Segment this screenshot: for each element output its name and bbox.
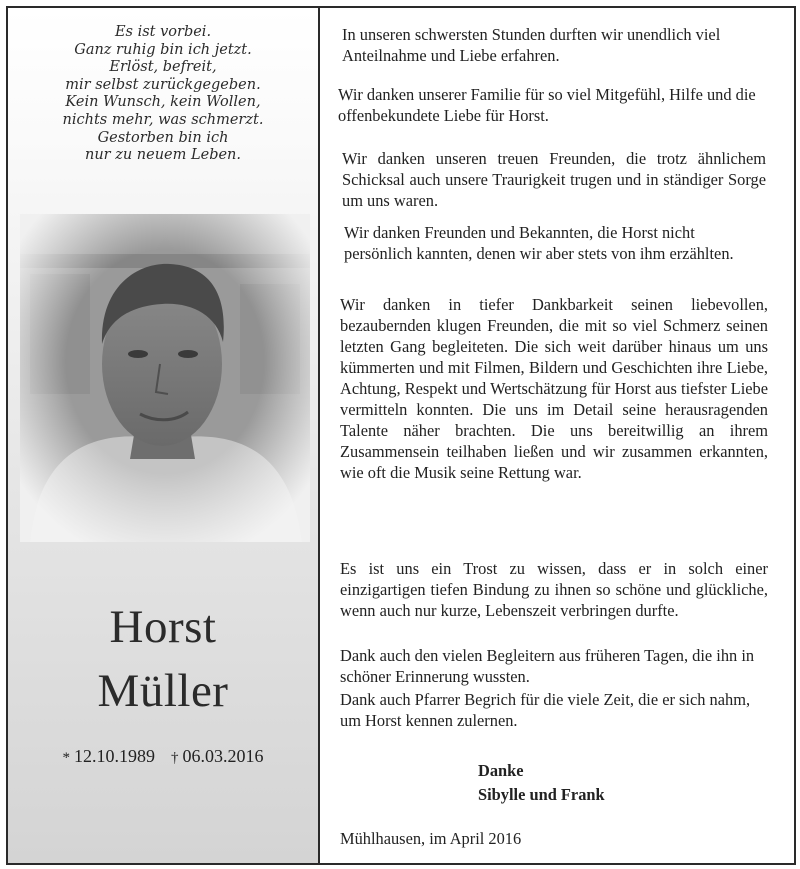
death-cross-symbol: † <box>171 750 179 766</box>
birth-date: 12.10.1989 <box>74 746 155 766</box>
poem-line: nichts mehr, was schmerzt. <box>62 111 264 128</box>
poem-line: mir selbst zurückgegeben. <box>65 76 261 93</box>
deceased-last-name: Müller <box>97 665 229 717</box>
column-divider <box>318 8 320 863</box>
death-date: 06.03.2016 <box>182 746 264 766</box>
life-dates <box>8 746 318 767</box>
deceased-first-name: Horst <box>109 601 217 653</box>
birth-symbol: * <box>62 750 70 766</box>
obituary-card <box>6 6 796 865</box>
poem-line: Kein Wunsch, kein Wollen, <box>65 94 261 111</box>
signature-names: Sibylle und Frank <box>478 785 605 804</box>
signature-thanks: Danke <box>478 761 524 780</box>
memorial-panel <box>8 8 318 863</box>
memorial-poem <box>8 24 318 165</box>
poem-line: Erlöst, befreit, <box>109 59 217 76</box>
paragraph-companions: Dank auch den vielen Begleitern aus früheren Tagen, die ihn in schöner Erinnerung wussten. <box>340 646 755 686</box>
paragraph-gratitude: Wir danken in tiefer Dankbarkeit seinen liebevollen, bezaubernden klugen Freunden, die mit so viel Schmerz seinen letzten Gang begleiteten. Die sich weit darüber hinaus um uns kümmerten und mit Filmen, Bildern und Geschichten ihre Liebe, Achtung, Respekt und Wertschätzung für Horst aus tiefster Liebe vermitteln konnten. Die uns im Detail seine herausragenden Talente näher brachten. Die uns bereitwillig an ihrem Zusammensein teilhaben ließen und wir zusammen erkannten, wie oft die Musik seine Rettung war. <box>340 295 768 482</box>
paragraph-pastor: Dank auch Pfarrer Begrich für die viele Zeit, die er sich nahm, um Horst kennen zulernen. <box>340 690 751 730</box>
poem-line: nur zu neuem Leben. <box>84 147 242 164</box>
poem-line: Ganz ruhig bin ich jetzt. <box>74 41 252 58</box>
paragraph-friends: Wir danken unseren treuen Freunden, die trotz ähnlichem Schicksal auch unsere Traurigkeit trugen und in ständiger Sorge um uns waren. <box>342 149 766 210</box>
paragraph-intro: In unseren schwersten Stunden durften wir unendlich viel Anteilnahme und Liebe erfahren. <box>342 25 721 65</box>
paragraph-comfort: Es ist uns ein Trost zu wissen, dass er in solch einer einzigartigen tiefen Bindung zu ihnen so schöne und glückliche, wenn auch nur kurze, Lebenszeit verbringen durfte. <box>340 559 768 620</box>
portrait-photo <box>20 214 310 542</box>
poem-line: Es ist vorbei. <box>114 24 212 40</box>
paragraph-acquaintances: Wir danken Freunden und Bekannten, die Horst nicht persönlich kannten, denen wir aber stets von ihm erzählten. <box>344 223 734 263</box>
place-and-date: Mühlhausen, im April 2016 <box>340 829 522 848</box>
paragraph-family: Wir danken unserer Familie für so viel Mitgefühl, Hilfe und die offenbekundete Liebe für Horst. <box>338 85 756 125</box>
poem-line: Gestorben bin ich <box>97 129 229 146</box>
